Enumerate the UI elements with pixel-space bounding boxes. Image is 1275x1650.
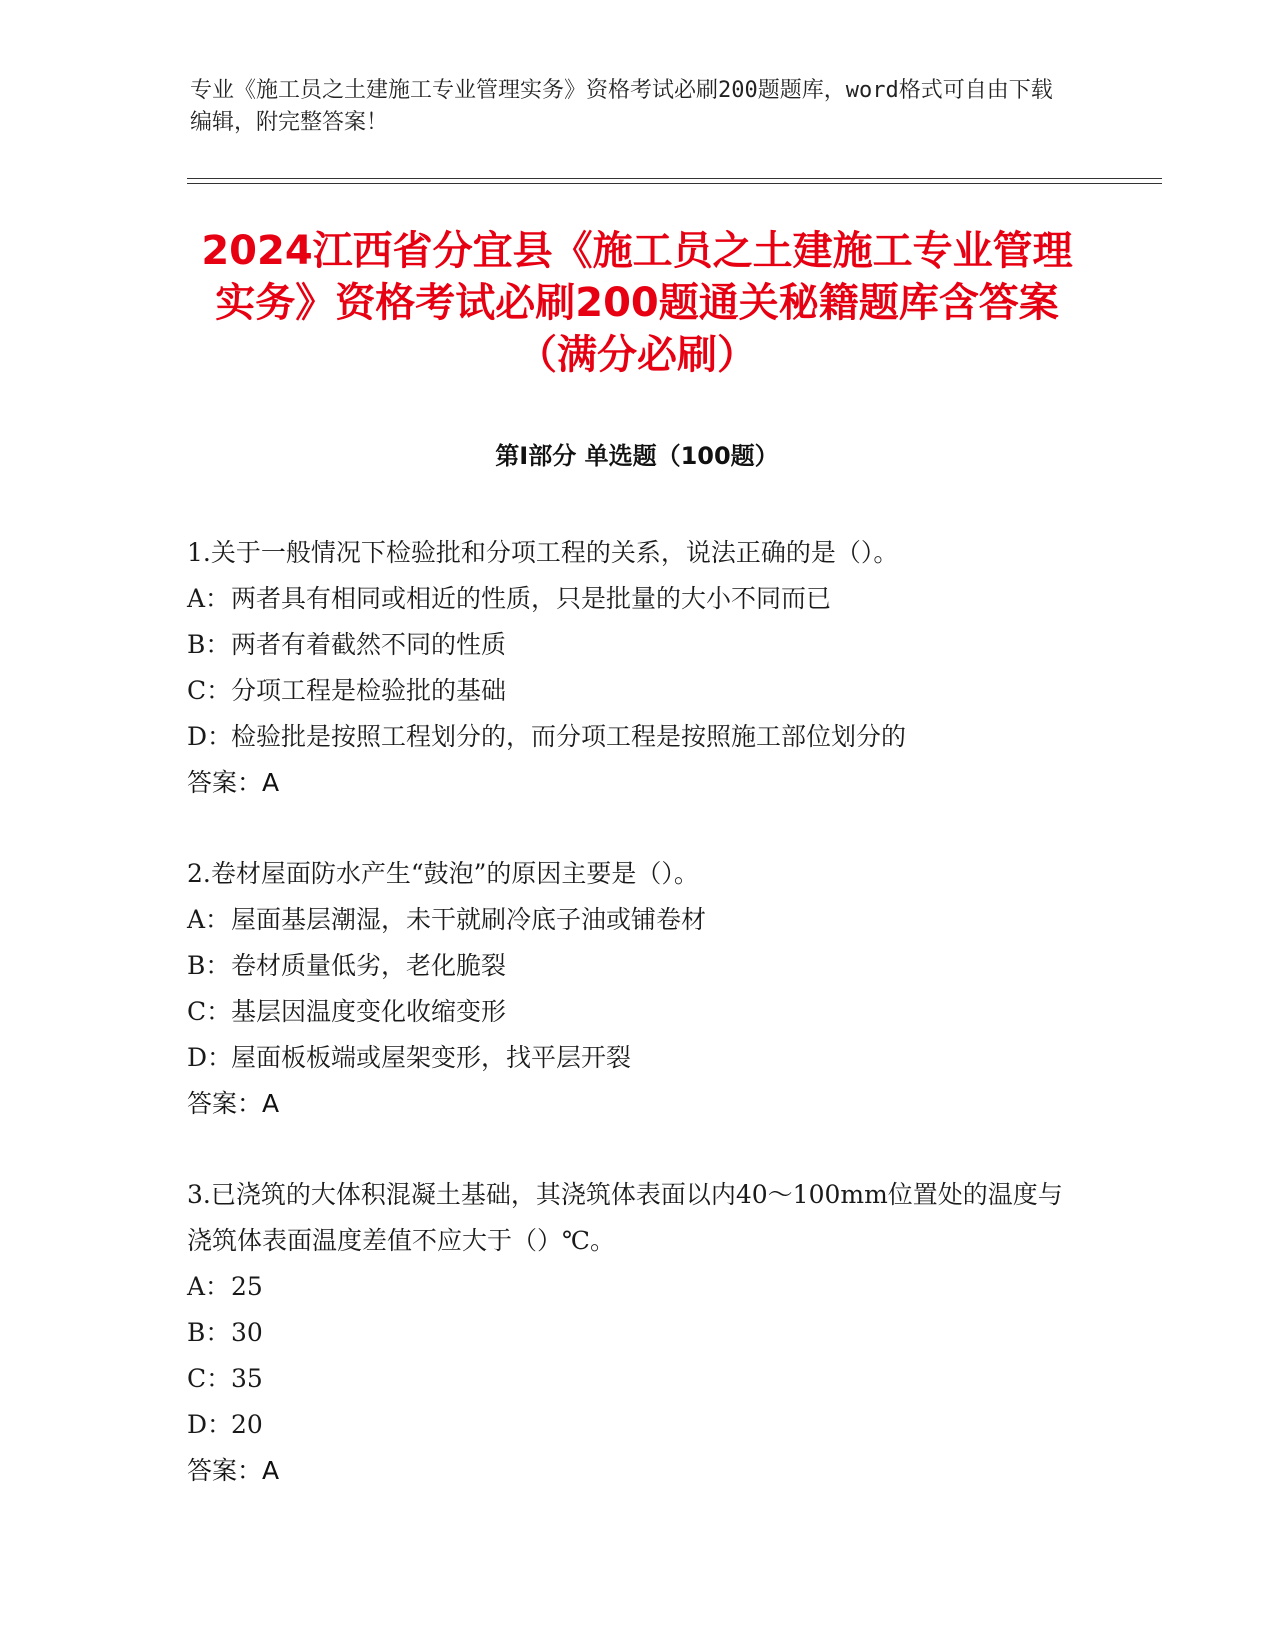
option-a <box>187 897 1087 943</box>
option-key: B： <box>187 630 231 659</box>
option-text: 30 <box>231 1318 263 1347</box>
option-c <box>187 1356 1087 1402</box>
option-text: 两者有着截然不同的性质 <box>231 630 507 659</box>
answer-line: 答案：A <box>187 1456 280 1485</box>
option-d <box>187 714 1087 760</box>
header-divider <box>187 178 1162 184</box>
option-key: A： <box>187 1272 231 1301</box>
option-b <box>187 1310 1087 1356</box>
option-text: 屋面基层潮湿，未干就刷冷底子油或铺卷材 <box>231 905 707 934</box>
option-d <box>187 1402 1087 1448</box>
header-note: 专业《施工员之土建施工专业管理实务》资格考试必刷200题题库，word格式可自由下载编辑，附完整答案！ <box>190 78 1053 135</box>
section-heading: 第I部分 单选题（100题） <box>495 442 779 470</box>
option-key: D： <box>187 722 233 751</box>
option-c <box>187 668 1087 714</box>
option-text: 分项工程是检验批的基础 <box>231 676 507 705</box>
option-a <box>187 1264 1087 1310</box>
option-b <box>187 622 1087 668</box>
question-3 <box>187 1172 1087 1494</box>
option-d <box>187 1035 1087 1081</box>
question-2 <box>187 851 1087 1127</box>
option-key: D： <box>187 1043 233 1072</box>
option-text: 基层因温度变化收缩变形 <box>231 997 507 1026</box>
option-b <box>187 943 1087 989</box>
document-title: 2024江西省分宜县《施工员之土建施工专业管理实务》资格考试必刷200题通关秘籍题库含答案（满分必刷） <box>201 228 1073 378</box>
option-key: A： <box>187 584 231 613</box>
option-text: 两者具有相同或相近的性质，只是批量的大小不同而已 <box>231 584 832 613</box>
option-text: 屋面板板端或屋架变形，找平层开裂 <box>231 1043 632 1072</box>
option-key: A： <box>187 905 231 934</box>
option-text: 卷材质量低劣，老化脆裂 <box>231 951 507 980</box>
option-c <box>187 989 1087 1035</box>
option-a <box>187 576 1087 622</box>
option-key: C： <box>187 997 232 1026</box>
question-1 <box>187 530 1087 806</box>
question-stem: 3.已浇筑的大体积混凝土基础，其浇筑体表面以内40～100mm位置处的温度与浇筑体表面温度差值不应大于（）℃。 <box>187 1180 1063 1255</box>
option-text: 35 <box>231 1364 263 1393</box>
option-key: B： <box>187 951 231 980</box>
option-key: D： <box>187 1410 233 1439</box>
option-text: 检验批是按照工程划分的，而分项工程是按照施工部位划分的 <box>231 722 907 751</box>
option-key: C： <box>187 676 232 705</box>
option-text: 20 <box>231 1410 263 1439</box>
option-key: C： <box>187 1364 232 1393</box>
option-key: B： <box>187 1318 231 1347</box>
question-stem: 2.卷材屋面防水产生“鼓泡”的原因主要是（）。 <box>187 859 699 888</box>
question-stem: 1.关于一般情况下检验批和分项工程的关系，说法正确的是（）。 <box>187 538 899 567</box>
answer-line: 答案：A <box>187 768 280 797</box>
answer-line: 答案：A <box>187 1089 280 1118</box>
option-text: 25 <box>231 1272 263 1301</box>
